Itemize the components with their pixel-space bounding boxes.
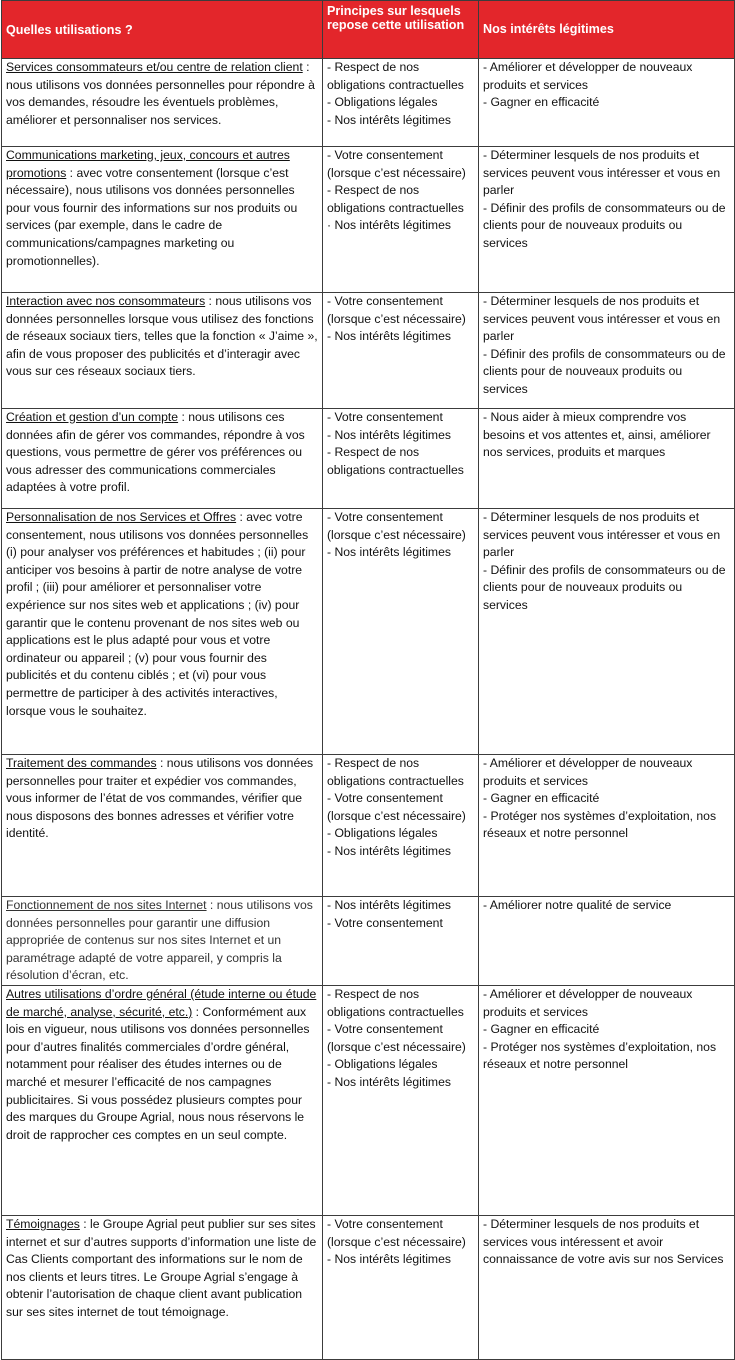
principle-item: - Votre consentement (lorsque c’est nécessaire) (327, 294, 466, 326)
usage-title: Fonctionnement de nos sites Internet (6, 898, 207, 912)
principle-item: - Nos intérêts légitimes (327, 545, 451, 560)
principle-item: - Nos intérêts légitimes (327, 843, 451, 858)
principles-cell (323, 755, 479, 897)
principles-cell (323, 1215, 479, 1359)
usage-description: : Conformément aux lois en vigueur, nous utilisons vos données personnelles pour d’autres finalités commerciales d’ordre général, notamment pour réaliser des études internes ou de marché et mesurer l’efficacité de nos campagnes publicitaires. Si vous possédez plusieurs comptes pour des marques du Groupe Agrial, nous nous réservons le droit de rapprocher ces comptes en un seul compte. (6, 1004, 310, 1142)
usage-description: : le Groupe Agrial peut publier sur ses sites internet et sur d’autres supports d’information une liste de Cas Clients comportant des informations sur le nom de nos clients et leurs titres. Le Groupe Agrial s’engage à obtenir l’autorisation de chaque client avant publication sur ses sites internet de tout témoignage. (6, 1216, 317, 1319)
principle-item: - Votre consentement (327, 410, 443, 424)
principle-item: - Respect de nos obligations contractuelles (327, 756, 464, 788)
usage-description: : nous utilisons vos données personnelles pour répondre à vos demandes, résoudre les éventuels problèmes, améliorer et personnaliser nos services. (6, 60, 315, 127)
interests-cell (479, 897, 735, 986)
principles-cell (323, 147, 479, 293)
principle-item: - Obligations légales (327, 1057, 438, 1072)
usage-cell (2, 897, 323, 986)
interest-item: - Définir des profils de consommateurs ou de clients pour de nouveaux produits ou services (483, 200, 726, 250)
principle-item: · Nos intérêts légitimes (327, 218, 451, 233)
usage-title: Témoignages (6, 1216, 80, 1231)
interests-cell (479, 755, 735, 897)
usage-cell (2, 409, 323, 509)
table-row (2, 293, 735, 409)
interests-cell (479, 59, 735, 147)
usage-cell (2, 1215, 323, 1359)
header-uses: Quelles utilisations ? (2, 1, 323, 59)
interest-item: - Nous aider à mieux comprendre vos besoins et vos attentes et, ainsi, améliorer nos services, produits et marques (483, 410, 711, 460)
usage-description: : nous utilisons vos données personnelles pour traiter et expédier vos commandes, vous informer de l’état de vos commandes, vérifier que nous disposons des bonnes adresses et vérifier votre identité. (6, 756, 314, 841)
principle-item: - Votre consentement (lorsque c’est nécessaire) (327, 1216, 466, 1249)
interest-item: - Protéger nos systèmes d’exploitation, nos réseaux et notre personnel (483, 808, 717, 841)
usage-cell (2, 509, 323, 755)
principle-item: - Votre consentement (lorsque c’est nécessaire) (327, 791, 466, 823)
interest-item: - Définir des profils de consommateurs ou de clients pour de nouveaux produits ou services (483, 562, 726, 612)
interests-cell (479, 147, 735, 293)
principles-cell (323, 897, 479, 986)
usage-description: : nous utilisons ces données afin de gérer vos commandes, répondre à vos questions, vous permettre de gérer vos préférences ou vous adresser des communications commerciales adaptées à votre profil. (6, 410, 305, 495)
interests-cell (479, 1215, 735, 1359)
interest-item: - Gagner en efficacité (483, 791, 600, 806)
principle-item: - Obligations légales (327, 95, 438, 110)
table-row (2, 897, 735, 986)
principles-cell (323, 293, 479, 409)
interest-item: - Améliorer et développer de nouveaux produits et services (483, 756, 693, 788)
principle-item: - Votre consentement (lorsque c’est nécessaire) (327, 148, 466, 180)
interest-item: - Améliorer notre qualité de service (483, 898, 672, 912)
table-row (2, 985, 735, 1215)
principles-cell (323, 409, 479, 509)
usage-cell (2, 59, 323, 147)
interest-item: - Déterminer lesquels de nos produits et services peuvent vous intéresser et vous en parler (483, 294, 721, 344)
interest-item: - Améliorer et développer de nouveaux produits et services (483, 986, 693, 1019)
principle-item: - Nos intérêts légitimes (327, 1074, 451, 1089)
usage-title: Personnalisation de nos Services et Offres (6, 510, 237, 524)
usage-title: Services consommateurs et/ou centre de relation client (6, 60, 303, 74)
usage-title: Autres utilisations d’ordre général (étude interne ou étude de marché, analyse, sécurité, etc.) (6, 986, 317, 1019)
principle-item: - Nos intérêts légitimes (327, 898, 451, 912)
principle-item: - Respect de nos obligations contractuelles (327, 183, 464, 215)
principle-item: - Respect de nos obligations contractuelles (327, 986, 464, 1019)
principle-item: - Respect de nos obligations contractuelles (327, 445, 464, 477)
principles-cell (323, 985, 479, 1215)
header-row (2, 1, 735, 59)
principle-item: - Votre consentement (327, 915, 443, 930)
principle-item: - Obligations légales (327, 826, 438, 841)
table-row (2, 509, 735, 755)
interests-cell (479, 293, 735, 409)
interests-cell (479, 985, 735, 1215)
principle-item: - Nos intérêts légitimes (327, 427, 451, 442)
interest-item: - Déterminer lesquels de nos produits et services peuvent vous intéresser et vous en parler (483, 510, 721, 560)
table-row (2, 59, 735, 147)
principle-item: - Respect de nos obligations contractuelles (327, 60, 464, 92)
usage-description: : avec votre consentement, nous utilisons vos données personnelles (i) pour analyser vos préférences et habitudes ; (ii) pour anticiper vos besoins à partir de notre analyse de votre profil ; (iii) pour améliorer et personnaliser votre expérience sur nos sites web et applications ; (iv) pour garantir que le contenu provenant de nos sites web ou applications est le plus adapté pour vous et votre ordinateur ou appareil ; (v) pour vous fournir des publicités et du contenu ciblés ; et (vi) pour vous permettre de participer à des activités interactives, lorsque vous le souhaitez. (6, 510, 309, 718)
usage-description: : avec votre consentement (lorsque c’est nécessaire), nous utilisons vos données personnelles pour vous fournir des informations sur nos produits ou services (par exemple, dans le cadre de communications/campagnes marketing ou promotionnelles). (6, 165, 298, 268)
interest-item: - Améliorer et développer de nouveaux produits et services (483, 60, 693, 92)
interests-cell (479, 409, 735, 509)
interest-item: - Gagner en efficacité (483, 1022, 600, 1037)
principles-cell (323, 509, 479, 755)
usage-table (1, 0, 735, 1360)
usage-cell (2, 755, 323, 897)
table-row (2, 755, 735, 897)
usage-title: Communications marketing, jeux, concours et autres promotions (6, 148, 290, 180)
usage-description: : nous utilisons vos données personnelles pour garantir une diffusion appropriée de contenus sur nos sites Internet et un paramétrage adapté de votre appareil, y compris la résolution d’écran, etc. (6, 898, 313, 983)
interest-item: - Protéger nos systèmes d’exploitation, nos réseaux et notre personnel (483, 1039, 717, 1072)
table-row (2, 147, 735, 293)
principle-item: - Votre consentement (lorsque c’est nécessaire) (327, 510, 466, 542)
usage-title: Interaction avec nos consommateurs (6, 294, 206, 308)
usage-description: : nous utilisons vos données personnelles lorsque vous utilisez des fonctions de réseaux sociaux tiers, telles que la fonction « J’aime », afin de vous proposer des publicités et d’interagir avec vous sur ces réseaux sociaux tiers. (6, 294, 318, 379)
interest-item: - Déterminer lesquels de nos produits et services peuvent vous intéresser et vous en parler (483, 148, 721, 198)
principle-item: - Nos intérêts légitimes (327, 1252, 451, 1267)
header-principles: Principes sur lesquels repose cette utilisation (323, 1, 479, 59)
principle-item: - Nos intérêts légitimes (327, 329, 451, 344)
principle-item: - Nos intérêts légitimes (327, 112, 451, 127)
principles-cell (323, 59, 479, 147)
table-row (2, 1215, 735, 1359)
usage-title: Création et gestion d’un compte (6, 410, 179, 424)
usage-title: Traitement des commandes (6, 756, 157, 770)
interests-cell (479, 509, 735, 755)
interest-item: - Définir des profils de consommateurs ou de clients pour de nouveaux produits ou services (483, 346, 726, 396)
principle-item: - Votre consentement (lorsque c’est nécessaire) (327, 1022, 466, 1054)
usage-cell (2, 147, 323, 293)
interest-item: - Déterminer lesquels de nos produits et services vous intéressent et avoir connaissance de votre avis sur nos Services (483, 1216, 724, 1267)
header-interests: Nos intérêts légitimes (479, 1, 735, 59)
table-row (2, 409, 735, 509)
usage-cell (2, 293, 323, 409)
usage-cell (2, 985, 323, 1215)
interest-item: - Gagner en efficacité (483, 95, 600, 110)
